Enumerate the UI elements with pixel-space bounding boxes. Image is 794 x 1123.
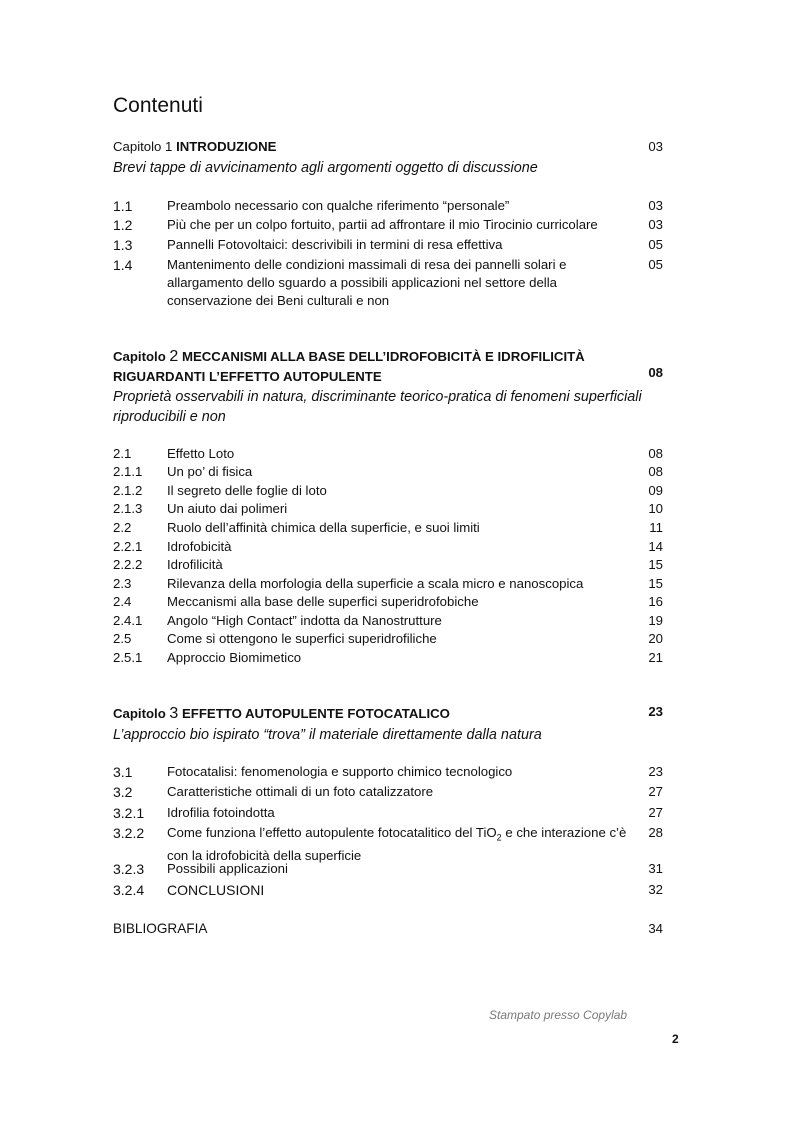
toc-entry-page: 05 xyxy=(648,237,663,252)
toc-entry-number: 2.1.3 xyxy=(113,501,143,516)
toc-entry-page: 27 xyxy=(648,784,663,799)
toc-entry-page: 14 xyxy=(648,539,663,554)
bibliography-page: 34 xyxy=(648,921,663,936)
printer-footer: Stampato presso Copylab xyxy=(489,1008,628,1022)
toc-entry-text: Fotocatalisi: fenomenologia e supporto chimico tecnologico xyxy=(167,764,513,779)
chapter-3-prefix: Capitolo xyxy=(113,706,166,721)
toc-entry-page: 19 xyxy=(648,613,663,628)
chapter-2-heading xyxy=(113,348,663,366)
toc-entry-page: 16 xyxy=(648,594,663,609)
toc-entry-text: Preambolo necessario con qualche riferimento “personale” xyxy=(167,198,510,213)
chapter-1-heading xyxy=(113,138,663,156)
toc-entry-number: 2.1.2 xyxy=(113,483,143,498)
toc-entry-text: Ruolo dell’affinità chimica della superficie, e suoi limiti xyxy=(167,520,480,535)
chapter-1-page: 03 xyxy=(648,139,663,154)
toc-entry-text-a: Come funziona l’effetto autopulente fotocatalitico del TiO xyxy=(167,825,497,840)
toc-entry-number: 2.4.1 xyxy=(113,613,143,628)
toc-entry-text: Idrofilicità xyxy=(167,557,223,572)
toc-entry-text: Il segreto delle foglie di loto xyxy=(167,483,327,498)
toc-entry-number: 2.2.1 xyxy=(113,539,143,554)
toc-entry-page: 15 xyxy=(648,576,663,591)
toc-entry-page: 15 xyxy=(648,557,663,572)
toc-entry-text: Rilevanza della morfologia della superficie a scala micro e nanoscopica xyxy=(167,576,584,591)
toc-entry-page: 32 xyxy=(648,882,663,897)
toc-entry-number: 2.3 xyxy=(113,576,132,591)
toc-entry-text: Un po’ di fisica xyxy=(167,464,253,479)
toc-entry-text: Idrofobicità xyxy=(167,539,232,554)
toc-entry-page: 09 xyxy=(648,483,663,498)
toc-entry-number: 3.2.3 xyxy=(113,861,145,877)
chapter-2-title-line1: MECCANISMI ALLA BASE DELL’IDROFOBICITÀ E IDROFILICITÀ xyxy=(182,349,585,364)
toc-entry-page: 11 xyxy=(649,520,663,535)
toc-entry-text: Meccanismi alla base delle superfici superidrofobiche xyxy=(167,594,479,609)
chapter-1-subtitle: Brevi tappe di avvicinamento agli argomenti oggetto di discussione xyxy=(113,160,538,176)
page-number: 2 xyxy=(672,1032,679,1046)
chapter-1-title: INTRODUZIONE xyxy=(176,139,277,154)
toc-entry-number: 3.2 xyxy=(113,784,133,800)
toc-entry-number: 2.5.1 xyxy=(113,650,143,665)
toc-entry-page: 31 xyxy=(648,861,663,876)
toc-entry-number: 3.2.2 xyxy=(113,825,145,841)
toc-entry-number: 2.1 xyxy=(113,446,132,461)
toc-entry-text: Effetto Loto xyxy=(167,446,235,461)
chapter-2-number: 2 xyxy=(169,348,179,365)
chapter-3-title: EFFETTO AUTOPULENTE FOTOCATALICO xyxy=(182,706,450,721)
toc-entry-text: Mantenimento delle condizioni massimali di resa dei pannelli solari e allargamento dello sguardo a possibili applicazioni nel settore della conservazione dei Beni culturali e non xyxy=(167,257,567,308)
toc-entry-number: 1.4 xyxy=(113,257,133,273)
toc-entry-text: Possibili applicazioni xyxy=(167,861,288,876)
toc-entry-page: 08 xyxy=(648,464,663,479)
toc-entry-page: 03 xyxy=(648,217,663,232)
toc-entry-text: Approccio Biomimetico xyxy=(167,650,302,665)
chapter-1-prefix: Capitolo 1 xyxy=(113,139,173,154)
toc-entry-page: 10 xyxy=(648,501,663,516)
chapter-3-number: 3 xyxy=(169,705,179,722)
toc-entry-number: 3.2.4 xyxy=(113,882,145,898)
toc-entry-text xyxy=(167,824,637,865)
toc-entry-page: 03 xyxy=(648,198,663,213)
chapter-3-subtitle: L’approccio bio ispirato “trova” il materiale direttamente dalla natura xyxy=(113,727,542,743)
toc-entry-text: Pannelli Fotovoltaici: descrivibili in termini di resa effettiva xyxy=(167,237,503,252)
toc-entry-page: 20 xyxy=(648,631,663,646)
toc-entry-page: 08 xyxy=(648,446,663,461)
toc-entry-number: 3.1 xyxy=(113,764,133,780)
toc-entry-number: 1.3 xyxy=(113,237,133,253)
toc-entry-number: 1.1 xyxy=(113,198,133,214)
bibliography-entry xyxy=(113,921,663,936)
chapter-3-page: 23 xyxy=(648,704,663,719)
toc-entry-page: 21 xyxy=(648,650,663,665)
toc-entry-text: CONCLUSIONI xyxy=(167,882,265,898)
toc-entry-page: 28 xyxy=(648,825,663,840)
chapter-2-subtitle: Proprietà osservabili in natura, discriminante teorico-pratica di fenomeni superficiali riproducibili e non xyxy=(113,389,642,425)
toc-entry-number: 2.4 xyxy=(113,594,132,609)
toc-entry-number: 3.2.1 xyxy=(113,805,145,821)
toc-entry-page: 05 xyxy=(648,257,663,272)
toc-entry-text: Come si ottengono le superfici superidrofiliche xyxy=(167,631,437,646)
chapter-2-page: 08 xyxy=(648,365,663,380)
toc-entry-number: 2.1.1 xyxy=(113,464,143,479)
toc-entry-number: 1.2 xyxy=(113,217,133,233)
toc-entry-number: 2.2.2 xyxy=(113,557,143,572)
chapter-2-title-line2: RIGUARDANTI L’EFFETTO AUTOPULENTE xyxy=(113,369,382,384)
toc-entry-number: 2.2 xyxy=(113,520,132,535)
toc-entry-text: Idrofilia fotoindotta xyxy=(167,805,275,820)
chapter-3-heading xyxy=(113,705,663,723)
page-title: Contenuti xyxy=(113,94,203,117)
toc-entry-text: Angolo “High Contact” indotta da Nanostrutture xyxy=(167,613,442,628)
toc-entry-text-subscript: 2 xyxy=(496,832,502,843)
toc-entry-page: 23 xyxy=(648,764,663,779)
toc-entry-text: Caratteristiche ottimali di un foto catalizzatore xyxy=(167,784,434,799)
chapter-2-prefix: Capitolo xyxy=(113,349,166,364)
toc-entry-number: 2.5 xyxy=(113,631,132,646)
toc-entry-text: Un aiuto dai polimeri xyxy=(167,501,288,516)
chapter-2-heading-line2 xyxy=(113,365,663,386)
bibliography-label: BIBLIOGRAFIA xyxy=(113,921,208,936)
toc-entry-text: Più che per un colpo fortuito, partii ad affrontare il mio Tirocinio curricolare xyxy=(167,217,598,232)
toc-entry-text-b: e che interazione c’è con la idrofobicità della superficie xyxy=(167,825,627,863)
toc-entry-page: 27 xyxy=(648,805,663,820)
